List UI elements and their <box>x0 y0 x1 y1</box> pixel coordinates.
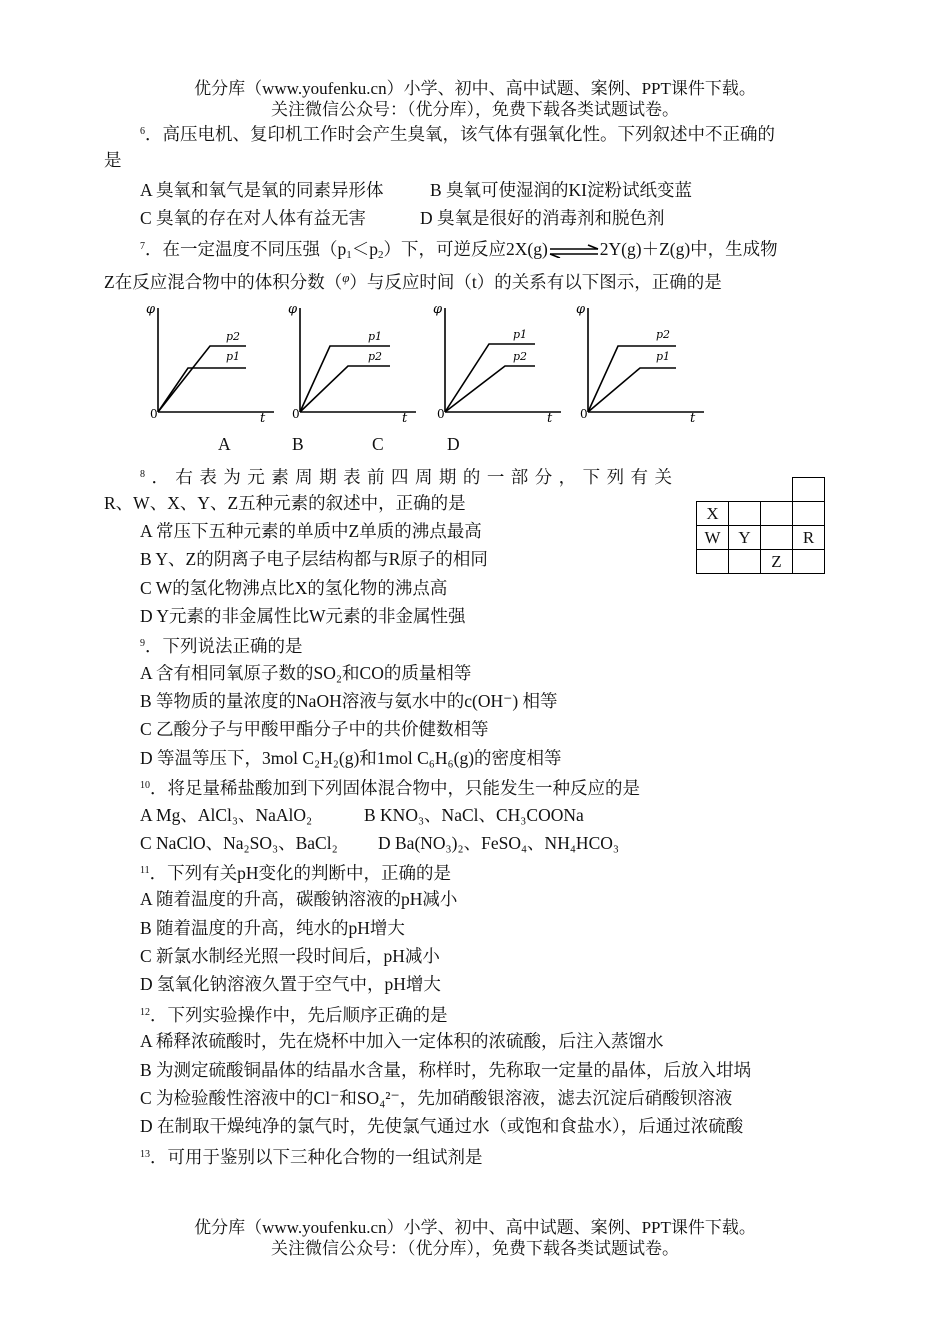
q6-number: 6 <box>140 126 145 137</box>
q11-option-b: B 随着温度的升高，纯水的pH增大 <box>140 918 405 938</box>
q6-option-b: B 臭氧可使湿润的KI淀粉试纸变蓝 <box>430 180 693 200</box>
q8-option-b: B Y、Z的阴离子电子层结构都与R原子的相同 <box>140 549 488 569</box>
footer-line-2: 关注微信公众号：（优分库），免费下载各类试题试卷。 <box>271 1239 679 1258</box>
graph-b-lower-curve <box>300 366 390 412</box>
q8-stem-text: ．右表为元素周期表前四周期的一部分，下列有关 <box>145 467 672 487</box>
graph-d-lower-curve <box>588 368 676 412</box>
q12-option-b: B 为测定硫酸铜晶体的结晶水含量，称样时，先称取一定量的晶体，后放入坩埚 <box>140 1060 752 1080</box>
q10-option-d: D Ba(NO₃)₂、FeSO₄、NH₄HCO₃ <box>378 833 619 853</box>
q10-option-c: C NaClO、Na₂SO₃、BaCl₂ <box>140 833 338 853</box>
q8-stem <box>140 462 672 490</box>
pt-cell <box>761 502 793 526</box>
graph-c-lower-curve <box>445 366 535 412</box>
pt-cell <box>697 550 729 574</box>
graph-a-lower-label: p1 <box>226 350 241 363</box>
pt-cell-z: Z <box>761 550 793 574</box>
q11-option-a: A 随着温度的升高，碳酸钠溶液的pH减小 <box>140 889 458 909</box>
pt-cell-w: W <box>697 526 729 550</box>
graph-c-origin: 0 <box>437 407 445 421</box>
q12-number: 12 <box>140 1007 150 1018</box>
graph-a-lower-curve <box>158 368 246 412</box>
q6-stem-text: ．高压电机、复印机工作时会产生臭氧，该气体有强氧化性。下列叙述中不正确的 <box>145 124 775 144</box>
q6-option-c: C 臭氧的存在对人体有益无害 <box>140 208 367 228</box>
q7-choice-b: B <box>292 434 304 454</box>
q6-stem <box>140 119 775 147</box>
equilibrium-arrow-icon <box>548 244 600 258</box>
graph-b-x-label: t <box>402 411 408 426</box>
pt-cell-y: Y <box>729 526 761 550</box>
q7-choice-a: A <box>218 434 231 454</box>
q8-option-c: C W的氢化物沸点比X的氢化物的沸点高 <box>140 578 448 598</box>
graph-a <box>138 298 278 428</box>
q10-stem-text: ．将足量稀盐酸加到下列固体混合物中，只能发生一种反应的是 <box>150 778 640 798</box>
q10-option-b: B KNO₃、NaCl、CH₃COONa <box>364 805 584 825</box>
pt-cell <box>729 550 761 574</box>
q10-stem <box>140 773 640 801</box>
graph-b-origin: 0 <box>292 407 300 421</box>
header-line-1: 优分库（www.youfenku.cn）小学、初中、高中试题、案例、PPT课件下载。 <box>194 79 756 98</box>
q9-option-c: C 乙酸分子与甲酸甲酯分子中的共价健数相等 <box>140 719 489 739</box>
graph-a-upper-label: p2 <box>226 330 241 343</box>
q9-option-b: B 等物质的量浓度的NaOH溶液与氨水中的c(OH⁻) 相等 <box>140 691 558 711</box>
q7-stem2-part2: ）与反应时间（t）的关系有以下图示，正确的是 <box>349 272 722 292</box>
q7-stem-line2 <box>104 265 722 295</box>
q9-stem-text: ．下列说法正确的是 <box>145 636 303 656</box>
q6-stem-cont: 是 <box>104 150 122 170</box>
pt-cell <box>793 502 825 526</box>
pt-cell <box>761 478 793 502</box>
q13-stem-text: ．可用于鉴别以下三种化合物的一组试剂是 <box>150 1147 483 1167</box>
graph-c-x-label: t <box>547 411 553 426</box>
q7-choice-c: C <box>372 434 384 454</box>
graph-d-lower-label: p1 <box>656 350 671 363</box>
graph-a-origin: 0 <box>150 407 158 421</box>
q11-stem-text: ．下列有关pH变化的判断中，正确的是 <box>149 863 452 883</box>
q13-number: 13 <box>140 1149 150 1160</box>
q9-number: 9 <box>140 638 145 649</box>
phi-symbol-icon: φ <box>342 270 350 285</box>
graph-c <box>425 298 565 428</box>
graph-c-y-label: φ <box>433 302 443 317</box>
q12-option-a: A 稀释浓硫酸时，先在烧杯中加入一定体积的浓硫酸，后注入蒸馏水 <box>140 1031 664 1051</box>
graph-b-upper-label: p1 <box>368 330 383 343</box>
pt-cell-r: R <box>793 526 825 550</box>
q9-option-a: A 含有相同氧原子数的SO₂和CO的质量相等 <box>140 663 472 683</box>
graph-c-lower-label: p2 <box>513 350 528 363</box>
q12-stem <box>140 1000 448 1028</box>
q7-stem-part2: ＜p <box>351 239 378 259</box>
q12-option-c: C 为检验酸性溶液中的Cl⁻和SO₄²⁻，先加硝酸银溶液，滤去沉淀后硝酸钡溶液 <box>140 1088 733 1108</box>
pt-cell <box>729 502 761 526</box>
q7-stem-part4: 2Y(g)＋Z(g)中，生成物 <box>599 239 778 259</box>
graph-b <box>280 298 420 428</box>
q11-number: 11 <box>140 865 150 876</box>
pt-cell-top-right <box>793 478 825 502</box>
graph-b-lower-label: p2 <box>368 350 383 363</box>
periodic-table-fragment <box>696 477 825 574</box>
pt-cell-x: X <box>697 502 729 526</box>
pt-cell <box>793 550 825 574</box>
q7-choice-d: D <box>447 434 460 454</box>
pt-cell <box>697 478 729 502</box>
q9-stem <box>140 631 303 659</box>
q7-stem2-part1: Z在反应混合物中的体积分数（ <box>104 272 343 292</box>
q11-stem <box>140 858 451 886</box>
q11-option-d: D 氢氧化钠溶液久置于空气中，pH增大 <box>140 974 441 994</box>
q13-stem <box>140 1142 483 1170</box>
q8-number: 8 <box>140 469 145 480</box>
pt-cell <box>761 526 793 550</box>
graph-b-y-label: φ <box>288 302 298 317</box>
header-line-2: 关注微信公众号：（优分库），免费下载各类试题试卷。 <box>271 100 679 119</box>
q6-option-d: D 臭氧是很好的消毒剂和脱色剂 <box>420 208 665 228</box>
q12-option-d: D 在制取干燥纯净的氯气时，先使氯气通过水（或饱和食盐水），后通过浓硫酸 <box>140 1116 744 1136</box>
graph-d <box>568 298 708 428</box>
graph-c-upper-label: p1 <box>513 328 528 341</box>
graph-a-y-label: φ <box>146 302 156 317</box>
q8-option-d: D Y元素的非金属性比W元素的非金属性强 <box>140 606 466 626</box>
graph-d-origin: 0 <box>580 407 588 421</box>
q8-option-a: A 常压下五种元素的单质中Z单质的沸点最高 <box>140 521 482 541</box>
q7-stem: $^7$．在一定温度不同压强$(p_1<p_2)$下，可逆反应2X(g) 2Y(g)＋Z(g)中，生成物 <box>140 239 778 261</box>
q7-number: 7 <box>140 241 145 252</box>
q7-stem-part3: ）下，可逆反应2X(g) <box>383 239 548 259</box>
graph-a-x-label: t <box>260 411 266 426</box>
q10-number: 10 <box>140 780 150 791</box>
q11-option-c: C 新氯水制经光照一段时间后，pH减小 <box>140 946 440 966</box>
graph-d-upper-label: p2 <box>656 328 671 341</box>
q6-option-a: A 臭氧和氧气是氧的同素异形体 <box>140 180 384 200</box>
q7-stem-part1: ．在一定温度不同压强（p <box>145 239 347 259</box>
q8-stem-cont: R、W、X、Y、Z五种元素的叙述中，正确的是 <box>104 493 466 513</box>
pt-cell <box>729 478 761 502</box>
q9-option-d: D 等温等压下，3mol C₂H₂(g)和1mol C₆H₆(g)的密度相等 <box>140 748 562 768</box>
graph-d-y-label: φ <box>576 302 586 317</box>
q12-stem-text: ．下列实验操作中，先后顺序正确的是 <box>150 1005 448 1025</box>
graph-d-x-label: t <box>690 411 696 426</box>
footer-line-1: 优分库（www.youfenku.cn）小学、初中、高中试题、案例、PPT课件下载。 <box>194 1218 756 1237</box>
q10-option-a: A Mg、AlCl₃、NaAlO₂ <box>140 805 313 825</box>
